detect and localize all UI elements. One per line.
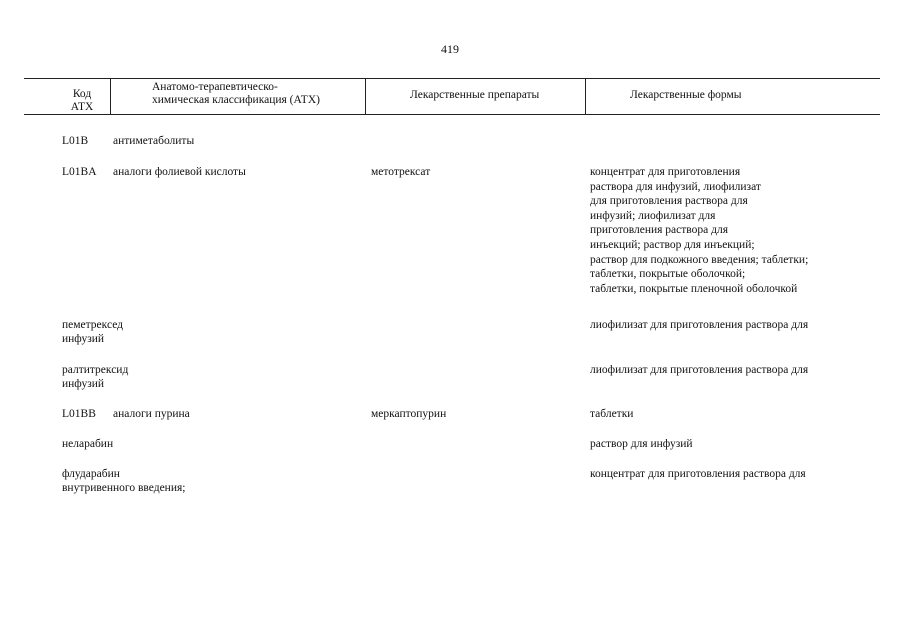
form-line: концентрат для приготовления (590, 166, 741, 178)
header-classification-line2: химическая классификация (АТХ) (152, 94, 320, 106)
row-forms (590, 165, 808, 296)
row-forms: лиофилизат для приготовления раствора для (590, 319, 809, 331)
form-line: таблетки, покрытые оболочкой; (590, 268, 746, 281)
form-line: таблетки, покрытые пленочной оболочкой (590, 282, 798, 295)
row-forms: лиофилизат для приготовления раствора для (590, 364, 809, 376)
drug-line: флударабин (62, 468, 120, 480)
header-code-line1: Код (72, 88, 92, 100)
row-drug: метотрексат (371, 166, 431, 178)
header-divider-2 (365, 79, 366, 114)
row-code: L01BA (62, 166, 97, 178)
header-code (62, 88, 102, 114)
row-forms: раствор для инфузий (590, 438, 693, 450)
header-divider-1 (110, 79, 111, 114)
row-drug: меркаптопурин (371, 408, 447, 420)
header-classification-line1: Анатомо-терапевтическо- (152, 81, 278, 93)
row-forms: концентрат для приготовления раствора для (590, 468, 806, 480)
header-top-rule (24, 78, 880, 79)
row-drug (62, 467, 185, 495)
header-drugs: Лекарственные препараты (410, 89, 540, 101)
header-code-line2: АТХ (70, 101, 94, 113)
drug-line: внутривенного введения; (62, 482, 186, 494)
row-drug: неларабин (62, 438, 114, 450)
row-drug (62, 318, 123, 346)
row-classification: антиметаболиты (113, 135, 195, 147)
header-forms: Лекарственные формы (630, 89, 742, 101)
form-line: инфузий; лиофилизат для (590, 209, 716, 222)
row-code: L01BB (62, 408, 96, 420)
form-line: раствор для подкожного введения; таблетки; (590, 253, 809, 266)
drug-line: пеметрексед (62, 319, 124, 331)
form-line: раствора для инфузий, лиофилизат (590, 180, 761, 193)
header-bottom-rule (24, 114, 880, 115)
row-classification: аналоги пурина (113, 408, 190, 420)
row-drug (62, 363, 128, 391)
row-classification: аналоги фолиевой кислоты (113, 166, 246, 178)
drug-line: ралтитрексид (62, 364, 129, 376)
form-line: приготовления раствора для (590, 224, 728, 237)
header-classification (152, 81, 320, 107)
row-forms: таблетки (590, 408, 634, 420)
drug-line: инфузий (62, 378, 105, 390)
page-number: 419 (441, 42, 459, 56)
form-line: инъекций; раствор для инъекций; (590, 238, 755, 251)
row-code: L01B (62, 135, 89, 147)
drug-line: инфузий (62, 333, 105, 345)
header-divider-3 (585, 79, 586, 114)
form-line: для приготовления раствора для (590, 195, 748, 208)
